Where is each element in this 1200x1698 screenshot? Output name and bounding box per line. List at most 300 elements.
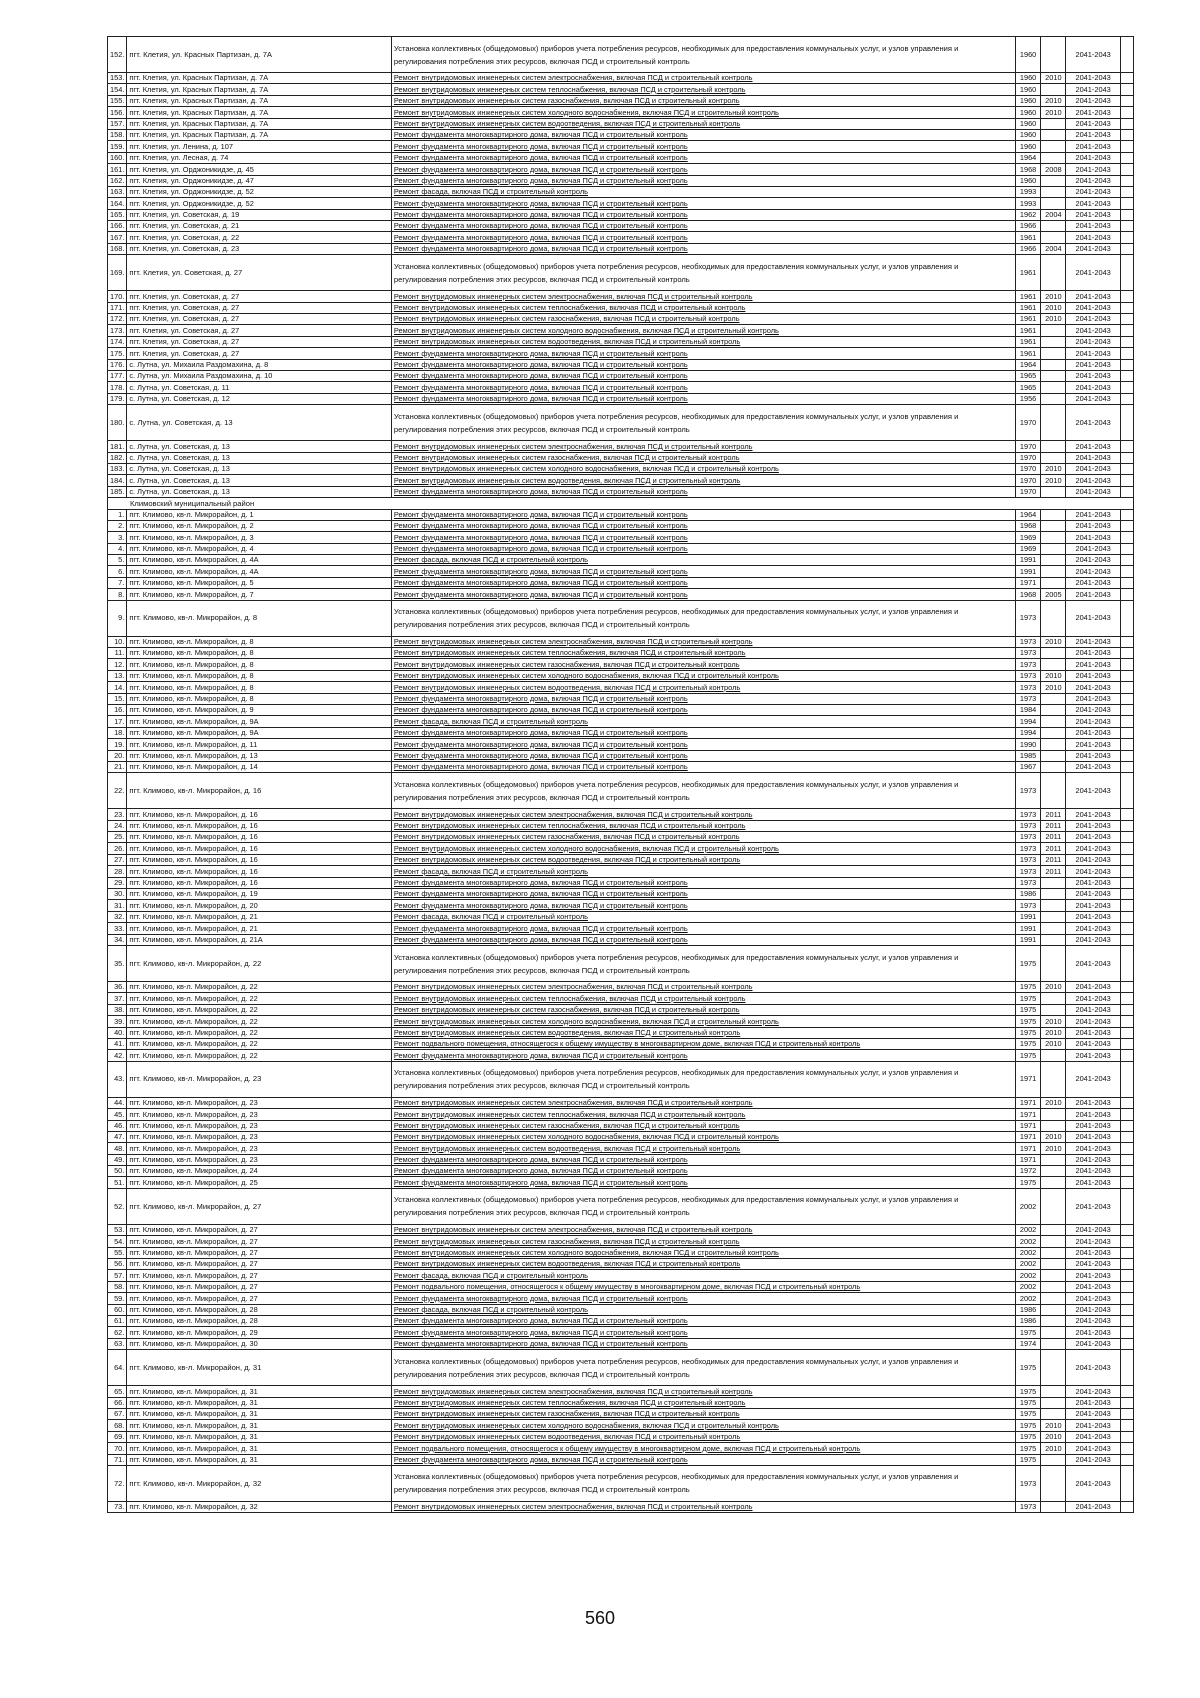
last-repair-year-cell xyxy=(1041,739,1066,750)
build-year-cell: 1975 xyxy=(1015,1016,1041,1027)
planned-period-cell: 2041-2043 xyxy=(1066,1443,1121,1454)
empty-cell xyxy=(1121,348,1134,359)
last-repair-year-cell xyxy=(1041,648,1066,659)
table-row xyxy=(108,1281,1134,1292)
work-type-cell: Ремонт фундамента многоквартирного дома, включая ПСД и строительный контроль xyxy=(391,739,1015,750)
table-row xyxy=(108,946,1134,982)
empty-cell xyxy=(1121,832,1134,843)
work-type-cell: Ремонт фундамента многоквартирного дома, включая ПСД и строительный контроль xyxy=(391,750,1015,761)
last-repair-year-cell xyxy=(1041,370,1066,381)
build-year-cell: 1960 xyxy=(1015,129,1041,140)
last-repair-year-cell xyxy=(1041,532,1066,543)
empty-cell xyxy=(1121,877,1134,888)
empty-cell xyxy=(1121,1166,1134,1177)
last-repair-year-cell xyxy=(1041,186,1066,197)
empty-cell xyxy=(1121,693,1134,704)
work-type-cell: Ремонт фундамента многоквартирного дома, включая ПСД и строительный контроль xyxy=(391,1050,1015,1061)
last-repair-year-cell xyxy=(1041,452,1066,463)
planned-period-cell: 2041-2043 xyxy=(1066,405,1121,441)
empty-cell xyxy=(1121,1386,1134,1397)
last-repair-year-cell xyxy=(1041,393,1066,404)
build-year-cell: 1965 xyxy=(1015,370,1041,381)
document-page xyxy=(107,36,1134,1513)
build-year-cell: 1986 xyxy=(1015,1304,1041,1315)
planned-period-cell: 2041-2043 xyxy=(1066,1350,1121,1386)
table-row xyxy=(108,682,1134,693)
build-year-cell: 1961 xyxy=(1015,302,1041,313)
address-cell: пгт. Климово, кв-л. Микрорайон, д. 27 xyxy=(127,1259,392,1270)
row-number: 12. xyxy=(108,659,127,670)
last-repair-year-cell xyxy=(1041,934,1066,945)
table-row xyxy=(108,820,1134,831)
work-type-cell: Ремонт внутридомовых инженерных систем теплоснабжения, включая ПСД и строительный контроль xyxy=(391,820,1015,831)
empty-cell xyxy=(1121,336,1134,347)
work-type-cell: Ремонт внутридомовых инженерных систем водоотведения, включая ПСД и строительный контроль xyxy=(391,1259,1015,1270)
build-year-cell: 1971 xyxy=(1015,1097,1041,1108)
build-year-cell: 1986 xyxy=(1015,1315,1041,1326)
address-cell: с. Лутна, ул. Советская, д. 11 xyxy=(127,382,392,393)
address-cell: пгт. Клетия, ул. Красных Партизан, д. 7А xyxy=(127,118,392,129)
work-type-cell: Установка коллективных (общедомовых) приборов учета потребления ресурсов, необходимых для предоставления коммунальных услуг, и узлов управления и регулирования потребления этих ресурсов, включая ПСД и строительный контроль xyxy=(391,773,1015,809)
row-number: 163. xyxy=(108,186,127,197)
row-number: 7. xyxy=(108,577,127,588)
build-year-cell: 1984 xyxy=(1015,704,1041,715)
build-year-cell: 1994 xyxy=(1015,727,1041,738)
work-type-cell: Ремонт внутридомовых инженерных систем теплоснабжения, включая ПСД и строительный контроль xyxy=(391,1109,1015,1120)
work-type-cell: Ремонт внутридомовых инженерных систем водоотведения, включая ПСД и строительный контроль xyxy=(391,1027,1015,1038)
table-row xyxy=(108,359,1134,370)
planned-period-cell: 2041-2043 xyxy=(1066,336,1121,347)
planned-period-cell: 2041-2043 xyxy=(1066,198,1121,209)
last-repair-year-cell xyxy=(1041,118,1066,129)
build-year-cell: 1961 xyxy=(1015,232,1041,243)
last-repair-year-cell xyxy=(1041,1177,1066,1188)
row-number: 35. xyxy=(108,946,127,982)
table-row xyxy=(108,1004,1134,1015)
table-row xyxy=(108,993,1134,1004)
planned-period-cell: 2041-2043 xyxy=(1066,773,1121,809)
last-repair-year-cell xyxy=(1041,923,1066,934)
empty-cell xyxy=(1121,1465,1134,1501)
planned-period-cell: 2041-2043 xyxy=(1066,716,1121,727)
table-row xyxy=(108,1465,1134,1501)
planned-period-cell: 2041-2043 xyxy=(1066,509,1121,520)
address-cell: пгт. Климово, кв-л. Микрорайон, д. 16 xyxy=(127,854,392,865)
planned-period-cell: 2041-2043 xyxy=(1066,1338,1121,1349)
build-year-cell: 1975 xyxy=(1015,1050,1041,1061)
row-number: 48. xyxy=(108,1143,127,1154)
row-number: 161. xyxy=(108,164,127,175)
address-cell: пгт. Климово, кв-л. Микрорайон, д. 4 xyxy=(127,543,392,554)
table-row xyxy=(108,520,1134,531)
build-year-cell: 1956 xyxy=(1015,393,1041,404)
table-row xyxy=(108,1431,1134,1442)
row-number: 6. xyxy=(108,566,127,577)
build-year-cell: 1960 xyxy=(1015,73,1041,84)
row-number: 31. xyxy=(108,900,127,911)
row-number: 57. xyxy=(108,1270,127,1281)
build-year-cell: 1970 xyxy=(1015,475,1041,486)
work-type-cell: Ремонт фасада, включая ПСД и строительный контроль xyxy=(391,555,1015,566)
planned-period-cell: 2041-2043 xyxy=(1066,1397,1121,1408)
build-year-cell: 1975 xyxy=(1015,1004,1041,1015)
row-number: 66. xyxy=(108,1397,127,1408)
planned-period-cell: 2041-2043 xyxy=(1066,141,1121,152)
empty-cell xyxy=(1121,1061,1134,1097)
last-repair-year-cell xyxy=(1041,1338,1066,1349)
table-row xyxy=(108,1120,1134,1131)
address-cell: пгт. Климово, кв-л. Микрорайон, д. 25 xyxy=(127,1177,392,1188)
planned-period-cell: 2041-2043 xyxy=(1066,600,1121,636)
planned-period-cell: 2041-2043 xyxy=(1066,1166,1121,1177)
address-cell: пгт. Климово, кв-л. Микрорайон, д. 23 xyxy=(127,1097,392,1108)
work-type-cell: Ремонт фундамента многоквартирного дома, включая ПСД и строительный контроль xyxy=(391,243,1015,254)
row-number: 38. xyxy=(108,1004,127,1015)
empty-cell xyxy=(1121,761,1134,772)
address-cell: пгт. Климово, кв-л. Микрорайон, д. 21 xyxy=(127,911,392,922)
address-cell: пгт. Климово, кв-л. Микрорайон, д. 31 xyxy=(127,1397,392,1408)
empty-cell xyxy=(1121,682,1134,693)
row-number: 165. xyxy=(108,209,127,220)
empty-cell xyxy=(1121,911,1134,922)
table-row xyxy=(108,1016,1134,1027)
build-year-cell: 1973 xyxy=(1015,773,1041,809)
row-number: 33. xyxy=(108,923,127,934)
address-cell: пгт. Климово, кв-л. Микрорайон, д. 8 xyxy=(127,600,392,636)
build-year-cell: 1964 xyxy=(1015,359,1041,370)
address-cell: пгт. Климово, кв-л. Микрорайон, д. 7 xyxy=(127,589,392,600)
work-type-cell: Ремонт внутридомовых инженерных систем холодного водоснабжения, включая ПСД и строительный контроль xyxy=(391,325,1015,336)
build-year-cell: 1971 xyxy=(1015,1143,1041,1154)
empty-cell xyxy=(1121,1097,1134,1108)
table-row xyxy=(108,152,1134,163)
table-row xyxy=(108,175,1134,186)
planned-period-cell: 2041-2043 xyxy=(1066,1188,1121,1224)
build-year-cell: 1991 xyxy=(1015,934,1041,945)
table-row xyxy=(108,911,1134,922)
planned-period-cell: 2041-2043 xyxy=(1066,486,1121,497)
empty-cell xyxy=(1121,175,1134,186)
build-year-cell: 1973 xyxy=(1015,693,1041,704)
planned-period-cell: 2041-2043 xyxy=(1066,221,1121,232)
build-year-cell: 1973 xyxy=(1015,854,1041,865)
table-row xyxy=(108,809,1134,820)
build-year-cell: 1975 xyxy=(1015,1177,1041,1188)
planned-period-cell: 2041-2043 xyxy=(1066,463,1121,474)
work-type-cell: Установка коллективных (общедомовых) приборов учета потребления ресурсов, необходимых для предоставления коммунальных услуг, и узлов управления и регулирования потребления этих ресурсов, включая ПСД и строительный контроль xyxy=(391,1188,1015,1224)
empty-cell xyxy=(1121,1177,1134,1188)
address-cell: пгт. Климово, кв-л. Микрорайон, д. 32 xyxy=(127,1465,392,1501)
last-repair-year-cell xyxy=(1041,486,1066,497)
empty-cell xyxy=(1121,727,1134,738)
empty-cell xyxy=(1121,382,1134,393)
build-year-cell: 1975 xyxy=(1015,1431,1041,1442)
table-row xyxy=(108,1109,1134,1120)
address-cell: пгт. Климово, кв-л. Микрорайон, д. 21А xyxy=(127,934,392,945)
work-type-cell: Ремонт внутридомовых инженерных систем электроснабжения, включая ПСД и строительный контроль xyxy=(391,1386,1015,1397)
empty-cell xyxy=(1121,600,1134,636)
planned-period-cell: 2041-2043 xyxy=(1066,911,1121,922)
last-repair-year-cell xyxy=(1041,1050,1066,1061)
planned-period-cell: 2041-2043 xyxy=(1066,1259,1121,1270)
planned-period-cell: 2041-2043 xyxy=(1066,820,1121,831)
empty-cell xyxy=(1121,129,1134,140)
work-type-cell: Ремонт внутридомовых инженерных систем электроснабжения, включая ПСД и строительный контроль xyxy=(391,73,1015,84)
last-repair-year-cell xyxy=(1041,761,1066,772)
address-cell: с. Лутна, ул. Советская, д. 13 xyxy=(127,452,392,463)
address-cell: пгт. Климово, кв-л. Микрорайон, д. 13 xyxy=(127,750,392,761)
table-row xyxy=(108,716,1134,727)
build-year-cell: 1973 xyxy=(1015,648,1041,659)
row-number: 174. xyxy=(108,336,127,347)
planned-period-cell: 2041-2043 xyxy=(1066,636,1121,647)
work-type-cell: Ремонт фундамента многоквартирного дома, включая ПСД и строительный контроль xyxy=(391,1293,1015,1304)
row-number: 169. xyxy=(108,255,127,291)
empty-cell xyxy=(1121,152,1134,163)
planned-period-cell: 2041-2043 xyxy=(1066,152,1121,163)
work-type-cell: Ремонт фундамента многоквартирного дома, включая ПСД и строительный контроль xyxy=(391,589,1015,600)
row-number: 39. xyxy=(108,1016,127,1027)
planned-period-cell: 2041-2043 xyxy=(1066,175,1121,186)
work-type-cell: Ремонт фундамента многоквартирного дома, включая ПСД и строительный контроль xyxy=(391,129,1015,140)
empty-cell xyxy=(1121,1501,1134,1512)
table-row xyxy=(108,1224,1134,1235)
planned-period-cell: 2041-2043 xyxy=(1066,1293,1121,1304)
planned-period-cell: 2041-2043 xyxy=(1066,37,1121,73)
row-number: 168. xyxy=(108,243,127,254)
planned-period-cell: 2041-2043 xyxy=(1066,1061,1121,1097)
last-repair-year-cell: 2004 xyxy=(1041,209,1066,220)
empty-cell xyxy=(1121,566,1134,577)
work-type-cell: Ремонт внутридомовых инженерных систем теплоснабжения, включая ПСД и строительный контроль xyxy=(391,993,1015,1004)
build-year-cell: 1975 xyxy=(1015,1027,1041,1038)
empty-cell xyxy=(1121,750,1134,761)
empty-cell xyxy=(1121,107,1134,118)
work-type-cell: Ремонт фундамента многоквартирного дома, включая ПСД и строительный контроль xyxy=(391,1177,1015,1188)
build-year-cell: 1973 xyxy=(1015,636,1041,647)
row-number: 53. xyxy=(108,1224,127,1235)
work-type-cell: Ремонт внутридомовых инженерных систем холодного водоснабжения, включая ПСД и строительный контроль xyxy=(391,1016,1015,1027)
empty-cell xyxy=(1121,1420,1134,1431)
address-cell: пгт. Клетия, ул. Орджоникидзе, д. 52 xyxy=(127,186,392,197)
last-repair-year-cell: 2010 xyxy=(1041,1016,1066,1027)
empty-cell xyxy=(1121,1270,1134,1281)
build-year-cell: 1975 xyxy=(1015,1454,1041,1465)
address-cell: пгт. Климово, кв-л. Микрорайон, д. 16 xyxy=(127,877,392,888)
row-number: 60. xyxy=(108,1304,127,1315)
address-cell: пгт. Климово, кв-л. Микрорайон, д. 30 xyxy=(127,1338,392,1349)
row-number: 40. xyxy=(108,1027,127,1038)
work-type-cell: Ремонт внутридомовых инженерных систем газоснабжения, включая ПСД и строительный контроль xyxy=(391,1408,1015,1419)
planned-period-cell: 2041-2043 xyxy=(1066,1143,1121,1154)
empty-cell xyxy=(1121,555,1134,566)
work-type-cell: Ремонт фундамента многоквартирного дома, включая ПСД и строительный контроль xyxy=(391,1327,1015,1338)
row-number: 25. xyxy=(108,832,127,843)
last-repair-year-cell: 2010 xyxy=(1041,982,1066,993)
table-row xyxy=(108,670,1134,681)
row-number: 3. xyxy=(108,532,127,543)
address-cell: пгт. Климово, кв-л. Микрорайон, д. 27 xyxy=(127,1188,392,1224)
build-year-cell: 1971 xyxy=(1015,1131,1041,1142)
build-year-cell: 2002 xyxy=(1015,1281,1041,1292)
build-year-cell: 1971 xyxy=(1015,1109,1041,1120)
last-repair-year-cell xyxy=(1041,441,1066,452)
planned-period-cell: 2041-2043 xyxy=(1066,1327,1121,1338)
row-number: 21. xyxy=(108,761,127,772)
row-number: 37. xyxy=(108,993,127,1004)
empty-cell xyxy=(1121,463,1134,474)
planned-period-cell: 2041-2043 xyxy=(1066,1465,1121,1501)
table-row xyxy=(108,1050,1134,1061)
row-number: 11. xyxy=(108,648,127,659)
table-row xyxy=(108,336,1134,347)
address-cell: пгт. Климово, кв-л. Микрорайон, д. 27 xyxy=(127,1270,392,1281)
work-type-cell: Ремонт фундамента многоквартирного дома, включая ПСД и строительный контроль xyxy=(391,704,1015,715)
table-row xyxy=(108,1154,1134,1165)
planned-period-cell: 2041-2043 xyxy=(1066,452,1121,463)
work-type-cell: Ремонт внутридомовых инженерных систем холодного водоснабжения, включая ПСД и строительный контроль xyxy=(391,107,1015,118)
last-repair-year-cell xyxy=(1041,566,1066,577)
build-year-cell: 1971 xyxy=(1015,1120,1041,1131)
work-type-cell: Ремонт внутридомовых инженерных систем газоснабжения, включая ПСД и строительный контроль xyxy=(391,832,1015,843)
row-number: 51. xyxy=(108,1177,127,1188)
build-year-cell: 1968 xyxy=(1015,520,1041,531)
table-row xyxy=(108,923,1134,934)
address-cell: пгт. Климово, кв-л. Микрорайон, д. 27 xyxy=(127,1236,392,1247)
address-cell: пгт. Клетия, ул. Советская, д. 27 xyxy=(127,302,392,313)
table-row xyxy=(108,84,1134,95)
address-cell: с. Лутна, ул. Советская, д. 13 xyxy=(127,486,392,497)
table-row xyxy=(108,486,1134,497)
address-cell: пгт. Климово, кв-л. Микрорайон, д. 23 xyxy=(127,1120,392,1131)
empty-cell xyxy=(1121,1224,1134,1235)
planned-period-cell: 2041-2043 xyxy=(1066,750,1121,761)
table-row xyxy=(108,198,1134,209)
table-row xyxy=(108,1327,1134,1338)
work-type-cell: Ремонт внутридомовых инженерных систем водоотведения, включая ПСД и строительный контроль xyxy=(391,118,1015,129)
planned-period-cell: 2041-2043 xyxy=(1066,577,1121,588)
build-year-cell: 1991 xyxy=(1015,911,1041,922)
work-type-cell: Ремонт внутридомовых инженерных систем электроснабжения, включая ПСД и строительный контроль xyxy=(391,636,1015,647)
planned-period-cell: 2041-2043 xyxy=(1066,314,1121,325)
address-cell: с. Лутна, ул. Советская, д. 13 xyxy=(127,475,392,486)
empty-cell xyxy=(1121,118,1134,129)
last-repair-year-cell xyxy=(1041,348,1066,359)
row-number: 32. xyxy=(108,911,127,922)
row-number: 175. xyxy=(108,348,127,359)
row-number: 23. xyxy=(108,809,127,820)
table-row xyxy=(108,866,1134,877)
last-repair-year-cell xyxy=(1041,727,1066,738)
work-type-cell: Ремонт внутридомовых инженерных систем теплоснабжения, включая ПСД и строительный контроль xyxy=(391,302,1015,313)
planned-period-cell: 2041-2043 xyxy=(1066,982,1121,993)
row-number: 185. xyxy=(108,486,127,497)
build-year-cell: 1961 xyxy=(1015,291,1041,302)
table-row xyxy=(108,37,1134,73)
planned-period-cell: 2041-2043 xyxy=(1066,520,1121,531)
address-cell: пгт. Климово, кв-л. Микрорайон, д. 23 xyxy=(127,1143,392,1154)
planned-period-cell: 2041-2043 xyxy=(1066,832,1121,843)
planned-period-cell: 2041-2043 xyxy=(1066,854,1121,865)
build-year-cell: 1971 xyxy=(1015,1154,1041,1165)
repair-program-table xyxy=(107,36,1134,1513)
last-repair-year-cell xyxy=(1041,1281,1066,1292)
table-row xyxy=(108,555,1134,566)
empty-cell xyxy=(1121,773,1134,809)
address-cell: пгт. Климово, кв-л. Микрорайон, д. 22 xyxy=(127,993,392,1004)
last-repair-year-cell xyxy=(1041,1315,1066,1326)
build-year-cell: 1964 xyxy=(1015,509,1041,520)
address-cell: пгт. Климово, кв-л. Микрорайон, д. 31 xyxy=(127,1431,392,1442)
last-repair-year-cell: 2010 xyxy=(1041,302,1066,313)
work-type-cell: Ремонт подвального помещения, относящегося к общему имуществу в многоквартирном доме, включая ПСД и строительный контроль xyxy=(391,1038,1015,1049)
table-row xyxy=(108,1259,1134,1270)
last-repair-year-cell xyxy=(1041,37,1066,73)
empty-cell xyxy=(1121,934,1134,945)
table-row xyxy=(108,889,1134,900)
empty-cell xyxy=(1121,370,1134,381)
planned-period-cell: 2041-2043 xyxy=(1066,255,1121,291)
row-number: 29. xyxy=(108,877,127,888)
row-number: 184. xyxy=(108,475,127,486)
address-cell: пгт. Климово, кв-л. Микрорайон, д. 27 xyxy=(127,1293,392,1304)
work-type-cell: Ремонт внутридомовых инженерных систем электроснабжения, включая ПСД и строительный контроль xyxy=(391,1224,1015,1235)
table-row xyxy=(108,1188,1134,1224)
row-number: 58. xyxy=(108,1281,127,1292)
work-type-cell: Ремонт внутридомовых инженерных систем водоотведения, включая ПСД и строительный контроль xyxy=(391,475,1015,486)
last-repair-year-cell xyxy=(1041,600,1066,636)
planned-period-cell: 2041-2043 xyxy=(1066,866,1121,877)
build-year-cell: 2002 xyxy=(1015,1270,1041,1281)
row-number: 20. xyxy=(108,750,127,761)
address-cell: пгт. Климово, кв-л. Микрорайон, д. 11 xyxy=(127,739,392,750)
build-year-cell: 1975 xyxy=(1015,946,1041,982)
work-type-cell: Ремонт фундамента многоквартирного дома, включая ПСД и строительный контроль xyxy=(391,209,1015,220)
row-number: 42. xyxy=(108,1050,127,1061)
work-type-cell: Ремонт фасада, включая ПСД и строительный контроль xyxy=(391,716,1015,727)
address-cell: пгт. Клетия, ул. Ленина, д. 107 xyxy=(127,141,392,152)
build-year-cell: 1968 xyxy=(1015,164,1041,175)
work-type-cell: Ремонт фундамента многоквартирного дома, включая ПСД и строительный контроль xyxy=(391,509,1015,520)
build-year-cell: 1975 xyxy=(1015,1397,1041,1408)
empty-cell xyxy=(1121,393,1134,404)
work-type-cell: Ремонт фасада, включая ПСД и строительный контроль xyxy=(391,911,1015,922)
empty-cell xyxy=(1121,1281,1134,1292)
table-row xyxy=(108,900,1134,911)
work-type-cell: Ремонт внутридомовых инженерных систем водоотведения, включая ПСД и строительный контроль xyxy=(391,1431,1015,1442)
work-type-cell: Ремонт внутридомовых инженерных систем электроснабжения, включая ПСД и строительный контроль xyxy=(391,291,1015,302)
planned-period-cell: 2041-2043 xyxy=(1066,209,1121,220)
last-repair-year-cell xyxy=(1041,877,1066,888)
table-row xyxy=(108,1315,1134,1326)
table-row xyxy=(108,1408,1134,1419)
address-cell: пгт. Климово, кв-л. Микрорайон, д. 31 xyxy=(127,1454,392,1465)
empty-cell xyxy=(1121,209,1134,220)
work-type-cell: Ремонт внутридомовых инженерных систем холодного водоснабжения, включая ПСД и строительный контроль xyxy=(391,843,1015,854)
last-repair-year-cell xyxy=(1041,900,1066,911)
address-cell: пгт. Климово, кв-л. Микрорайон, д. 31 xyxy=(127,1420,392,1431)
build-year-cell: 1986 xyxy=(1015,889,1041,900)
address-cell: пгт. Климово, кв-л. Микрорайон, д. 31 xyxy=(127,1443,392,1454)
address-cell: пгт. Клетия, ул. Орджоникидзе, д. 47 xyxy=(127,175,392,186)
row-number: 183. xyxy=(108,463,127,474)
work-type-cell: Ремонт внутридомовых инженерных систем холодного водоснабжения, включая ПСД и строительный контроль xyxy=(391,463,1015,474)
empty-cell xyxy=(1121,889,1134,900)
build-year-cell: 2002 xyxy=(1015,1259,1041,1270)
planned-period-cell: 2041-2043 xyxy=(1066,84,1121,95)
table-row xyxy=(108,441,1134,452)
last-repair-year-cell xyxy=(1041,1350,1066,1386)
